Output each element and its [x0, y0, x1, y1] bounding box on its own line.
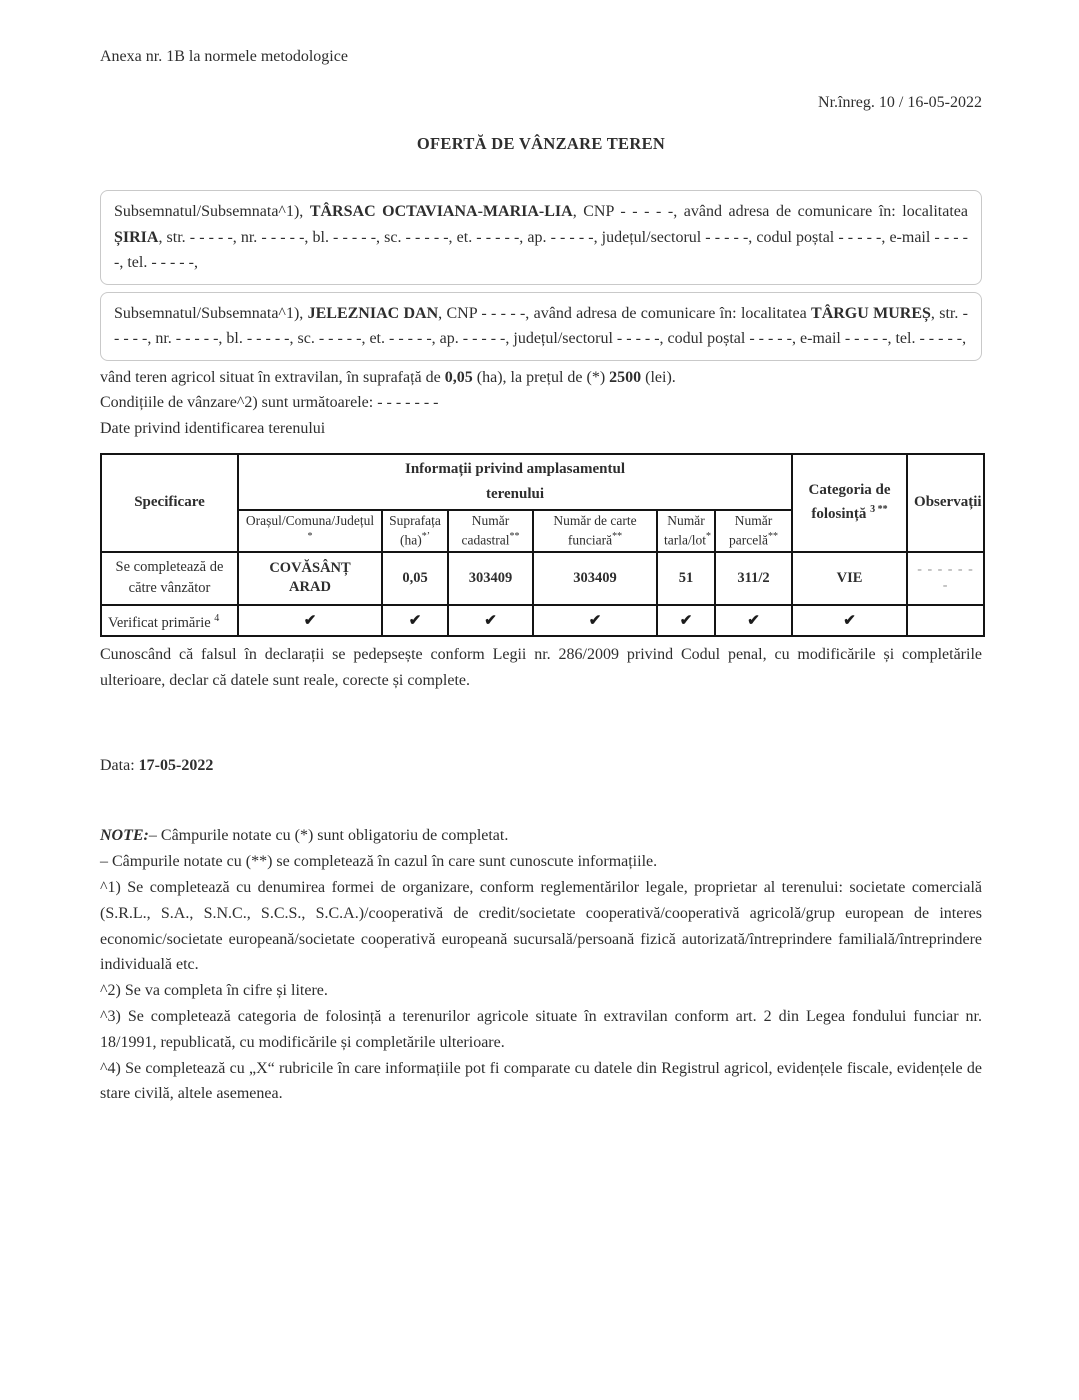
verificat-row-label: [101, 605, 238, 637]
sale-statement-post: (lei).: [641, 368, 676, 386]
note-label: NOTE:: [100, 827, 149, 845]
col-group-header-amplasament: [238, 454, 792, 510]
cell-city-line1: COVĂSÂNȚ: [269, 560, 351, 576]
oras-label: Orașul/Comuna/Județul: [245, 513, 375, 528]
suprafata-footnote-mark: *’: [421, 531, 431, 542]
date-line: [100, 757, 982, 775]
table-row-seller: [101, 552, 984, 605]
cell-parcela: 311/2: [715, 552, 792, 605]
annex-heading: Anexa nr. 1B la normele metodologice: [100, 48, 348, 65]
date-label: Data:: [100, 757, 139, 775]
verificat-footnote-mark: 4: [214, 612, 220, 624]
cell-check-parcela: [715, 605, 792, 637]
col-header-oras: [238, 510, 382, 552]
note1-text: – Câmpurile notate cu (*) sunt obligatoriu de completat.: [148, 827, 509, 845]
seller-after-name: , CNP - - - - -, având adresa de comunicare în: localitatea: [572, 203, 968, 220]
col-header-suprafata: [382, 510, 448, 552]
note-line-1: [100, 823, 982, 849]
footnote-1: ^1) Se completează cu denumirea formei de organizare, conform reglementărilor legale, proprietar al terenului: societate comercială (S.R.L., S.A., S.N.C., S.C.S., S.C.A.)/cooperativă de credit/societate cooperativă/cooperativă agricolă/grup european de interes economic/societate europeană/societate cooperativă europeană sucursală/persoană fizică autorizată/întreprindere familială/întreprindere individuală etc.: [100, 878, 982, 974]
sale-conditions: Condițiile de vânzare^2) sunt următoarele: - - - - - - -: [100, 394, 439, 411]
land-data-heading: Date privind identificarea terenului: [100, 419, 326, 437]
buyer-name: JELEZNIAC DAN: [307, 304, 439, 322]
oras-footnote-mark: *: [307, 531, 313, 542]
seller-name: TÂRSAC OCTAVIANA-MARIA-LIA: [309, 203, 573, 220]
parcela-label: Număr: [734, 513, 773, 528]
categoria-footnote-mark: 3 **: [870, 504, 888, 516]
cell-check-cadastral: [448, 605, 533, 637]
check-icon: ✔: [843, 612, 856, 629]
cadastral-line2: cadastral: [461, 532, 510, 548]
suprafata-line2: (ha): [399, 532, 422, 548]
check-icon: ✔: [747, 612, 760, 629]
suprafata-label: Suprafața: [389, 513, 441, 528]
check-icon: ✔: [679, 612, 693, 629]
cell-city: [238, 552, 382, 605]
sale-price-value: 2500: [609, 368, 642, 386]
cell-area: 0,05: [382, 552, 448, 605]
col-header-parcela: [715, 510, 792, 552]
cell-carte-funciara: 303409: [533, 552, 657, 605]
seller-locality: ȘIRIA: [114, 228, 159, 246]
cell-check-tarla: [657, 605, 715, 637]
seller-info-box: [100, 190, 982, 285]
notes-block: [100, 823, 982, 875]
carte-funciara-line2: funciară: [567, 532, 613, 548]
parcela-line2: parcelă: [729, 532, 768, 548]
categoria-line1: Categoria de: [808, 482, 891, 499]
seller-row-label: Se completează de către vânzător: [101, 552, 238, 605]
registration-number: Nr.înreg. 10 / 16-05-2022: [818, 94, 982, 111]
col-header-observatii: Observații: [907, 454, 984, 552]
verificat-label-text: Verificat primărie: [108, 614, 211, 631]
sale-area-value: 0,05: [444, 368, 473, 386]
group-header-line1: Informații privind amplasamentul: [405, 461, 626, 477]
cell-cadastral: 303409: [448, 552, 533, 605]
sale-statement-pre: vând teren agricol situat în extravilan, în suprafață de: [100, 368, 445, 386]
buyer-info-box: [100, 292, 982, 361]
check-icon: ✔: [303, 612, 317, 629]
declaration-paragraph: Cunoscând că falsul în declarații se pedepsește conform Legii nr. 286/2009 privind Codul penal, cu modificările și completările ulterioare, declar că datele sunt reale, corecte și complete.: [100, 646, 982, 690]
sale-statement: [100, 365, 982, 391]
cell-check-suprafata: [382, 605, 448, 637]
col-header-carte-funciara: [533, 510, 657, 552]
footnote-3: ^3) Se completează categoria de folosință a terenurilor agricole situate în extravilan conform art. 2 din Legea fondului funciar nr. 18/1991, republicată, cu modificările și completările ulterioare.: [100, 1007, 982, 1051]
categoria-line2-text: folosință: [811, 506, 867, 523]
buyer-locality: TÂRGU MUREȘ: [811, 304, 931, 322]
col-header-tarla: [657, 510, 715, 552]
cell-categoria: VIE: [792, 552, 907, 605]
sale-statement-mid: (ha), la prețul de (*): [472, 368, 610, 386]
page-title: OFERTĂ DE VÂNZARE TEREN: [416, 134, 666, 153]
footnote-4: ^4) Se completează cu „X“ rubricile în care informațiile pot fi comparate cu datele din Registrul agricol, evidențele fiscale, evidențele de stare civilă, altele asemenea.: [100, 1059, 982, 1103]
parcela-footnote-mark: **: [768, 531, 778, 542]
cell-check-categoria: [792, 605, 907, 637]
categoria-line2: [799, 500, 900, 524]
date-value: 17-05-2022: [138, 757, 214, 775]
col-header-cadastral: [448, 510, 533, 552]
cell-observatii: - - - - - - -: [907, 552, 984, 605]
cell-check-carte-funciara: [533, 605, 657, 637]
cell-check-oras: [238, 605, 382, 637]
cadastral-label: Număr: [471, 513, 510, 528]
seller-intro: Subsemnatul/Subsemnata^1),: [114, 203, 310, 220]
check-icon: ✔: [484, 612, 497, 629]
buyer-intro: Subsemnatul/Subsemnata^1),: [114, 304, 308, 322]
carte-funciara-footnote-mark: **: [612, 531, 623, 542]
tarla-line2: tarla/lot: [664, 532, 706, 548]
check-icon: ✔: [408, 612, 422, 629]
col-header-categoria: [792, 454, 907, 552]
offer-paragraph: [100, 365, 982, 442]
buyer-after-name: , CNP - - - - -, având adresa de comunicare în: localitatea: [438, 304, 812, 322]
tarla-label: Număr: [667, 513, 705, 528]
land-identification-table: [100, 453, 985, 637]
cell-tarla: 51: [657, 552, 715, 605]
carte-funciara-label: Număr de carte: [553, 513, 637, 528]
seller-address-rest: , str. - - - - -, nr. - - - - -, bl. - - - - -, sc. - - - - -, et. - - - - -, ap. - - - - -, județul/sectorul - - - - -, codul poștal - - - - -, e-mail - - - - -, tel. - - - - -,: [114, 228, 968, 271]
group-header-line2: terenului: [485, 486, 545, 502]
tarla-footnote-mark: *: [705, 531, 711, 542]
note-line-2: – Câmpurile notate cu (**) se completează în cazul în care sunt cunoscute informațiile.: [100, 853, 658, 871]
cell-city-line2: ARAD: [289, 579, 331, 595]
col-header-specificare: Specificare: [101, 454, 238, 552]
footnote-2: ^2) Se va completa în cifre și litere.: [100, 982, 328, 1000]
cell-check-observatii: [907, 605, 984, 637]
buyer-address-rest: , str. - - - - -, nr. - - - - -, bl. - - - - -, sc. - - - - -, et. - - - - -, ap. - - - - -, județul/sectorul - - - - -, codul poștal - - - - -, e-mail - - - - -, tel. - - - - -,: [114, 304, 969, 347]
cadastral-footnote-mark: **: [509, 531, 520, 542]
check-icon: ✔: [588, 612, 602, 629]
table-row-verificat: [101, 605, 984, 637]
